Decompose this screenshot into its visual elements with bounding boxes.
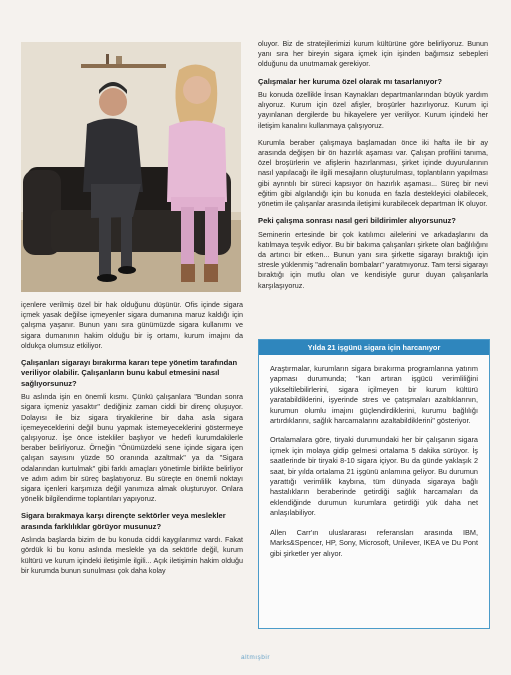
- answer-paragraph: Aslında başlarda bizim de bu konuda ciddi kaygılarımız vardı. Fakat gördük ki bu konu aslında meslekle ya da sektörle değil, kurum kültürü ve kurum içindeki iletişimle ilgili... Açık iletişimin hakim olduğu bir kurumda bunun sunulması çok daha kolay: [21, 535, 243, 575]
- answer-paragraph: Kurumla beraber çalışmaya başlamadan önce iki hafta ile bir ay arasında değişen bir ön hazırlık aşaması var. Çalışan profilini tanıma, özel broşürlerin ve afişlerin hazırlanması, şirket içinde duyurularının nasıl yapılacağı ile ilgili mesajların oluşturulması, toplantıların yapılması gibi ayrıntılı bir süreci kapsıyor ön hazırlık aşaması... Süreç bir nevi eğitim gibi algılandığı için bu konuda en fazla destekleyici olabilecek, yönetim ile çalışanlar arasında iletişimi kurabilecek departman İK oluyor.: [258, 137, 488, 209]
- paragraph-continuation: oluyor. Biz de stratejilerimizi kurum kültürüne göre belirliyoruz. Bunun yanı sıra her bireyin sigara içmek için işinden bağımsız sebepleri olduğunu da unutmamak gerekiyor.: [258, 39, 488, 69]
- answer-paragraph: Seminerin ertesinde bir çok katılımcı ailelerini ve arkadaşlarını da katılmaya teşvik ediyor. Bu bir bakıma çalışanları şirkete olan bağlılığını da artırıcı bir etken... Bunun yanı sıra şirkette sigarayı bıraktığı için stresle yüklenmiş "adrenalin bombaları" yaratmıyoruz. Tam tersi sigarayı bıraktığı için mutlu olan ve kendisiyle gurur duyan çalışanlarla karşılaşıyoruz.: [258, 229, 488, 290]
- answer-paragraph: Bu konuda özellikle İnsan Kaynakları departmanlarından büyük yardım alıyoruz. Kurum için özel afişler, broşürler hazırlıyoruz. Kurum içi yayınlanan dergilerde bu hikayelere yer veriliyor. Kurum içindeki her iletişim kanalını kullanmaya çalışıyoruz.: [258, 90, 488, 130]
- info-box: [258, 339, 490, 629]
- paragraph-intro: içenlere verilmiş özel bir hak olduğunu düşünür. Ofis içinde sigara içmek yasak değilse içmeyenler sigara dumanına maruz kaldığı için çalışma yaşanır. Bunun yanı sıra günümüzde sigara kullanımı ve sigara dumanının hakim olduğu bir iş ortamı, kurum imajını da oldukça olumsuz etkiliyor.: [21, 300, 243, 350]
- question-heading: Sigara bırakmaya karşı dirençte sektörler veya meslekler arasında farklılıklar görüyor musunuz?: [21, 511, 226, 531]
- info-box-paragraph: Araştırmalar, kurumların sigara bırakırma programlarına yatırım yapması durumunda; "karı artıran işgücü verimliliğini yükseltilebilirlerini, sigara içilmeyen bir kurum kültürü yaratabildiklerini, işyerinde stres ve çatışmaları azaltıklarının, kurumun olumlu imajını güçlendirdiklerini, kurumu bağlılığı artırdıklarını, sağlık harcamalarını azaltabildiklerini" gösteriyor.: [270, 364, 478, 426]
- question-heading: Çalışanları sigarayı bırakırma kararı tepe yönetim tarafından veriliyor olabilir. Çalışanların bunu kabul etmesini nasıl sağlıyorsunuz?: [21, 358, 238, 388]
- info-box-paragraph: Ortalamalara göre, tiryaki durumundaki her bir çalışanın sigara içmek için molaya gidip gelmesi ortalama 5 dakika sürüyor. İş saatlerinde bir tiryaki 8-10 sigara içiyor. Bu da günde yaklaşık 2 saat, bir yılda ortalama 21 işgünü anlamına geliyor. Bu durumun yarattığı verimlilik kaybına, tüm dünyada sigaraya bağlı hastalıkların beraberinde getirdiği sağlık harcamaları da eklendiğinde durumun kurumlara getirdiği yük daha net anlaşılabiliyor.: [270, 435, 478, 518]
- answer-paragraph: Bu aslında işin en önemli kısmı. Çünkü çalışanlara "Bundan sonra sigara içmeniz yasaktır" dediğiniz zaman ciddi bir direnç oluşuyor. Dolayısı ile biz sigara tiryakilerine bir daha asla sigara içemeyeceklerini değil bunu yapmak istemeyeceklerini göstermeye çalışıyoruz. İşe önce istekliler başlıyor ve hedefi kurumdakilerle beraber belirliyoruz. Örneğin "Önümüzdeki sene içinde sigara içen çalışan sayısını yüzde 50 oranında azaltmak" ya da "Sigara odalarından kurtulmak" gibi farklı amaçları yönetimle birlikte belirliyor ve adım adım bir süreç başlatıyoruz. Bu süreçte en önemli noktayı sigara içenleri karşımıza değil yanımıza almak oluşturuyor. Onlara yönelik bilgilendirme toplantıları yapıyoruz.: [21, 392, 243, 504]
- info-box-paragraph: Allen Carr'ın uluslararası referansları arasında IBM, Marks&Spencer, HP, Sony, Microsoft, Unilever, IKEA ve Du Pont gibi şirketler yer alıyor.: [270, 527, 478, 558]
- info-box-body: [259, 355, 489, 559]
- right-column: [258, 39, 488, 298]
- page-number-label: altmışbir: [240, 654, 271, 661]
- question-heading: Peki çalışma sonrası nasıl geri bildirimler alıyorsunuz?: [258, 216, 456, 226]
- info-box-title: Yılda 21 işgünü sigara için harcanıyor: [259, 340, 489, 355]
- left-column: [21, 300, 243, 583]
- interview-photo: [21, 42, 241, 292]
- question-heading: Çalışmalar her kuruma özel olarak mı tasarlanıyor?: [258, 76, 443, 86]
